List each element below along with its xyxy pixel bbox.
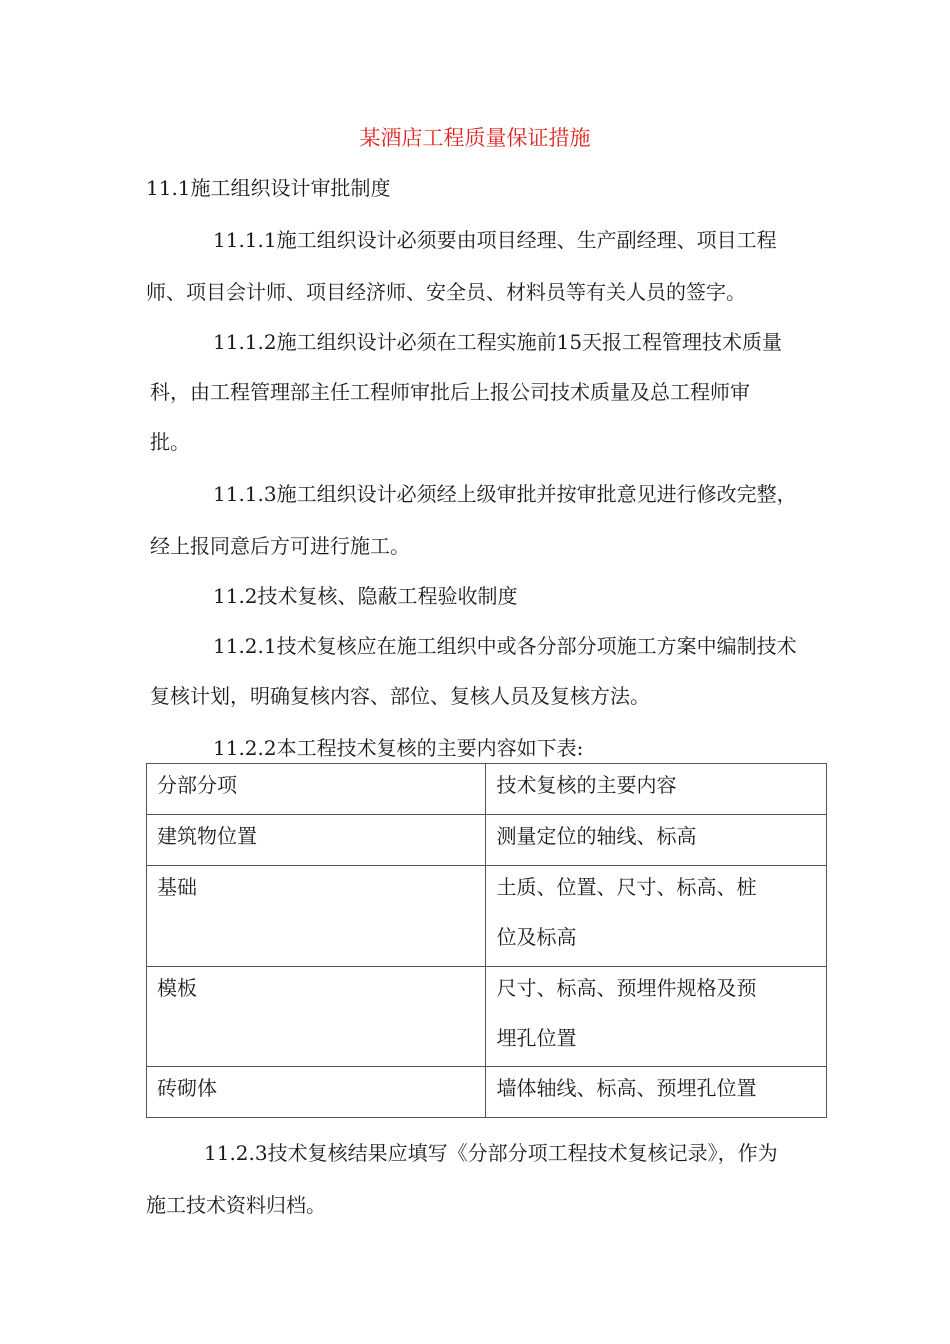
table-cell [147,866,486,967]
paragraph-11-1-2-line1: 11.1.2施工组织设计必须在工程实施前15天报工程管理技术质量 [213,330,783,354]
paragraph-11-1-1-line2: 师、项目会计师、项目经济师、安全员、材料员等有关人员的签字。 [146,280,746,304]
table-row [147,866,827,967]
paragraph-11-1-1-line1: 11.1.1施工组织设计必须要由项目经理、生产副经理、项目工程 [213,228,777,252]
table-cell [147,1067,486,1118]
technical-review-table [146,763,827,1118]
row-part: 模板 [157,976,197,1000]
paragraph-11-2-1-line2: 复核计划，明确复核内容、部位、复核人员及复核方法。 [150,684,650,708]
paragraph-11-2-1-line1: 11.2.1技术复核应在施工组织中或各分部分项施工方案中编制技术 [213,634,797,658]
paragraph-11-1-2-line2: 科，由工程管理部主任工程师审批后上报公司技术质量及总工程师审 [150,380,750,404]
table-cell [486,1067,827,1118]
row-part: 砖砌体 [157,1076,217,1100]
row-content [486,955,826,1063]
content-line: 尺寸、标高、预埋件规格及预 [496,976,757,1000]
paragraph-11-1-2-line3: 批。 [150,430,190,454]
row-content [486,1055,826,1113]
table-row [147,967,827,1067]
row-part: 基础 [157,875,197,899]
section-heading-11-1: 11.1施工组织设计审批制度 [146,176,391,200]
row-part: 建筑物位置 [157,824,257,848]
content-line: 位及标高 [496,925,577,949]
paragraph-11-2-3-line1: 11.2.3技术复核结果应填写《分部分项工程技术复核记录》，作为 [204,1141,778,1165]
content-line: 土质、位置、尺寸、标高、桩 [496,875,757,899]
header-part: 分部分项 [157,773,237,797]
content-line: 测量定位的轴线、标高 [496,824,697,848]
header-content: 技术复核的主要内容 [496,773,677,797]
paragraph-11-1-3-line1: 11.1.3施工组织设计必须经上级审批并按审批意见进行修改完整， [213,482,797,506]
row-content [486,803,826,861]
table-row [147,1067,827,1118]
table-cell [486,967,827,1067]
section-heading-11-2: 11.2技术复核、隐蔽工程验收制度 [213,584,518,608]
document-title: 某酒店工程质量保证措施 [359,126,591,150]
content-line: 墙体轴线、标高、预埋孔位置 [496,1076,757,1100]
table-cell [486,866,827,967]
paragraph-11-1-3-line2: 经上报同意后方可进行施工。 [150,534,410,558]
table-cell [147,967,486,1067]
paragraph-11-2-3-line2: 施工技术资料归档。 [146,1193,326,1217]
paragraph-11-2-2: 11.2.2本工程技术复核的主要内容如下表: [213,736,584,760]
row-content [486,854,826,962]
content-line: 埋孔位置 [496,1026,577,1050]
